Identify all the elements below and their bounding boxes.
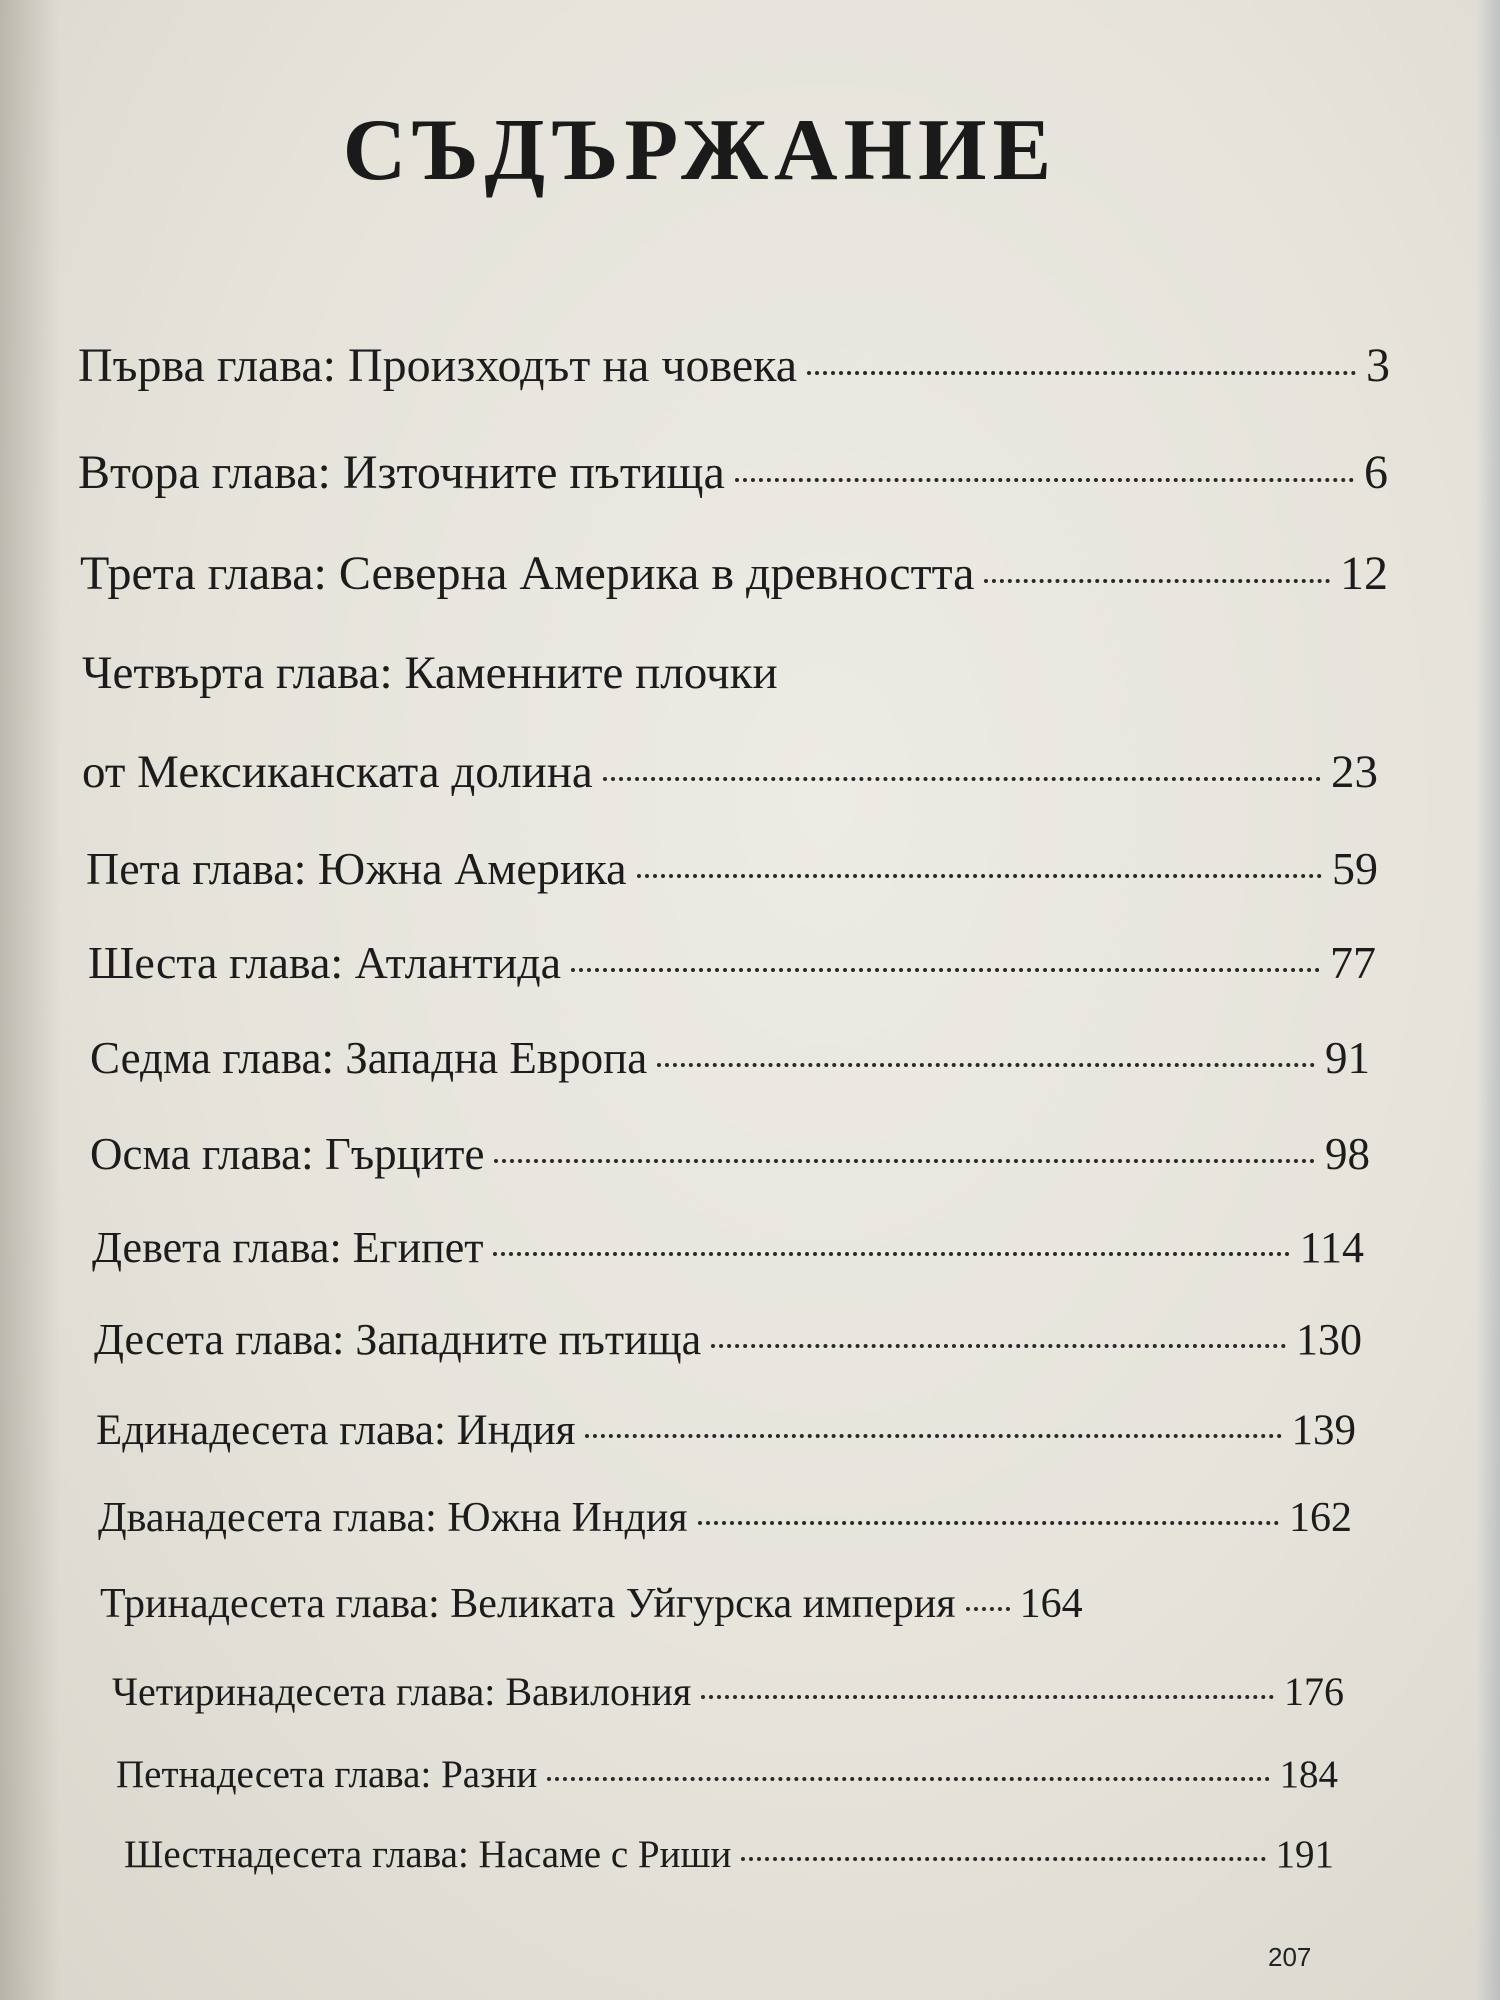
toc-entry-1	[78, 338, 1390, 393]
toc-entry-label: от Мексиканската долина	[82, 746, 593, 798]
toc-entry-page: 184	[1279, 1753, 1338, 1796]
toc-entry-label: Седма глава: Западна Европа	[90, 1033, 648, 1083]
toc-entry-label: Осма глава: Гърците	[90, 1129, 485, 1179]
toc-entry-14	[112, 1668, 1344, 1715]
dot-leader	[984, 579, 1330, 583]
dot-leader	[698, 1521, 1279, 1525]
dot-leader	[701, 1695, 1274, 1699]
toc-entry-page: 77	[1330, 937, 1376, 988]
toc-entry-label: Дванадесета глава: Южна Индия	[98, 1495, 688, 1541]
dot-leader	[494, 1159, 1315, 1163]
toc-entry-label: Девета глава: Египет	[92, 1223, 484, 1272]
toc-entry-label: Десета глава: Западните пътища	[94, 1315, 702, 1364]
toc-entry-4-line-2	[82, 745, 1378, 799]
dot-leader	[585, 1434, 1281, 1438]
page-title: СЪДЪРЖАНИЕ	[342, 102, 1058, 199]
dot-leader	[966, 1607, 1010, 1611]
toc-entry-label: Първа глава: Произходът на човека	[78, 339, 798, 392]
toc-entry-5	[86, 842, 1378, 895]
dot-leader	[807, 371, 1356, 375]
dot-leader	[657, 1063, 1315, 1067]
toc-entry-page: 191	[1275, 1833, 1334, 1876]
toc-entry-label: Шестнадесета глава: Насаме с Риши	[124, 1833, 732, 1876]
toc-entry-16	[124, 1832, 1334, 1877]
toc-entry-label: Четвърта глава: Каменните плочки	[82, 647, 778, 699]
toc-entry-page: 162	[1289, 1495, 1352, 1541]
toc-entry-page: 114	[1299, 1223, 1364, 1272]
toc-entry-label: Единадесета глава: Индия	[96, 1407, 576, 1454]
toc-entry-page: 176	[1284, 1669, 1344, 1714]
dot-leader	[547, 1777, 1269, 1781]
toc-entry-label: Втора глава: Източните пътища	[78, 446, 725, 499]
toc-entry-page: 59	[1332, 843, 1378, 894]
toc-entry-8	[90, 1128, 1370, 1180]
toc-entry-label: Петнадесета глава: Разни	[116, 1753, 538, 1796]
toc-entry-page: 3	[1366, 339, 1390, 392]
toc-entry-page: 164	[1019, 1581, 1083, 1627]
toc-entry-2	[78, 445, 1388, 500]
toc-entry-page: 6	[1364, 446, 1388, 499]
toc-entry-label: Тринадесета глава: Великата Уйгурска империя	[100, 1581, 956, 1627]
dot-leader	[711, 1344, 1286, 1348]
dot-leader	[735, 478, 1354, 482]
toc-entry-15	[116, 1752, 1338, 1797]
dot-leader	[493, 1252, 1289, 1256]
toc-entry-label: Трета глава: Северна Америка в древността	[80, 547, 975, 600]
toc-entry-7	[90, 1032, 1370, 1084]
toc-entry-10	[94, 1314, 1362, 1365]
toc-entry-label: Пета глава: Южна Америка	[86, 843, 627, 894]
toc-entry-page: 23	[1331, 746, 1378, 798]
page-number: 207	[1268, 1942, 1312, 1972]
dot-leader	[603, 777, 1321, 781]
toc-entry-9	[92, 1222, 1364, 1273]
toc-entry-page: 91	[1325, 1033, 1370, 1083]
toc-entry-page: 139	[1291, 1407, 1356, 1454]
toc-entry-page: 12	[1340, 547, 1388, 600]
toc-entry-page: 130	[1296, 1315, 1362, 1364]
toc-entry-3	[80, 546, 1388, 601]
dot-leader	[741, 1857, 1265, 1861]
toc-entry-4-line-1	[82, 646, 982, 700]
toc-entry-11	[96, 1406, 1356, 1455]
dot-leader	[571, 968, 1320, 972]
toc-entry-page: 98	[1325, 1129, 1370, 1179]
toc-entry-13	[100, 1580, 1350, 1628]
toc-entry-12	[98, 1494, 1352, 1542]
dot-leader	[637, 874, 1322, 878]
toc-entry-label: Четиринадесета глава: Вавилония	[112, 1669, 692, 1714]
toc-entry-6	[88, 936, 1376, 989]
toc-entry-label: Шеста глава: Атлантида	[88, 937, 562, 988]
